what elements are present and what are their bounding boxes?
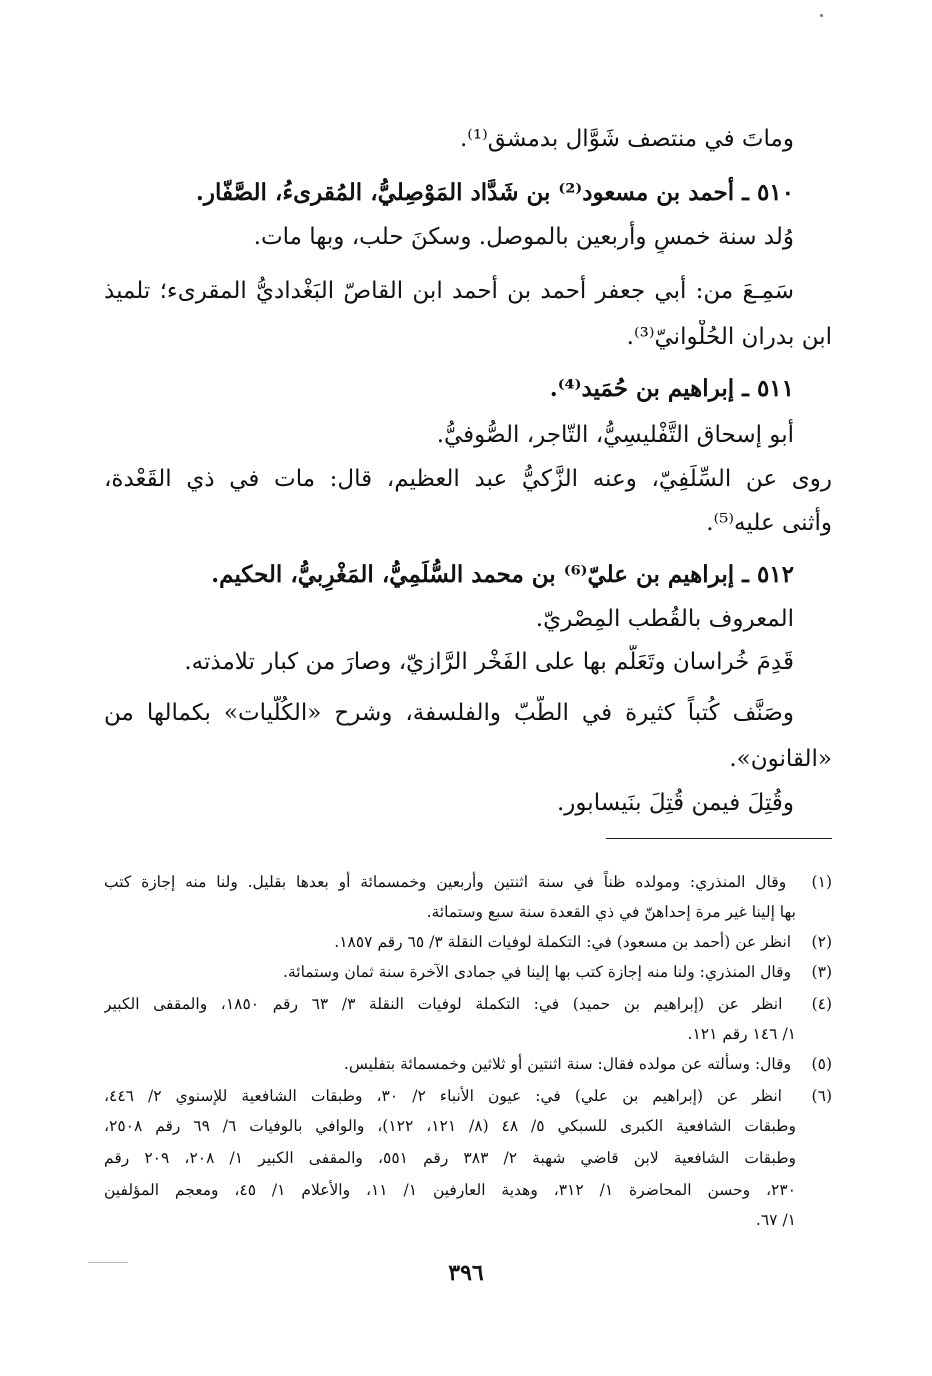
body-line: أبو إسحاق التَّفْليسِيُّ، التّاجر، الصُّوفيُّ. — [436, 422, 794, 448]
footnote-text: وقال المنذري: ومولده ظناً في سنة اثنتين وأربعين وخمسمائة أو بعدها بقليل. ولنا منه إجازة كتب — [104, 873, 787, 891]
footnote-6-cont: ٢٣٠، وحسن المحاضرة ١/ ٣١٢، وهدية العارفين ١/ ١١، والأعلام ١/ ٤٥، ومعجم المؤلفين — [104, 1181, 797, 1199]
footnote-text: وقال: وسألته عن مولده فقال: سنة اثنتين أو ثلاثين وخمسمائة بتفليس. — [343, 1055, 792, 1073]
entry-heading-510: ٥١٠ ـ أحمد بن مسعود⁽²⁾ بن شَدَّاد المَوْصِليُّ، المُقرىءُ، الصَّفّار. — [195, 179, 794, 206]
body-line: وقُتِلَ فيمن قُتِلَ بنَيسابور. — [557, 790, 794, 816]
footnote-5 — [104, 1052, 832, 1076]
body-line: «القانون». — [729, 746, 832, 772]
footnote-4-cont: ١/ ١٤٦ رقم ١٢١. — [687, 1025, 796, 1043]
footnote-3 — [104, 960, 832, 984]
footnote-number: (٦) — [811, 1087, 832, 1105]
footnote-2 — [104, 930, 832, 954]
footnote-text: انظر عن (أحمد بن مسعود) في: التكملة لوفيات النقلة ٣/ ٦٥ رقم ١٨٥٧. — [334, 933, 792, 951]
page-number: ٣٩٦ — [448, 1260, 484, 1286]
body-line: قَدِمَ خُراسان وتَعَلَّم بها على الفَخْر الرَّازيّ، وصارَ من كبار تلامذته. — [184, 649, 794, 675]
footnote-text: انظر عن (إبراهيم بن حميد) في: التكملة لوفيات النقلة ٣/ ٦٣ رقم ١٨٥٠، والمقفى الكبير — [104, 995, 783, 1013]
body-line: سَمِـعَ من: أبي جعفر أحمد بن أحمد ابن القاصّ البَغْداديُّ المقرىء؛ تلميذ — [104, 278, 794, 304]
body-line: ابن بدران الحُلْوانيّ⁽³⁾. — [626, 324, 832, 350]
footnote-text: انظر عن (إبراهيم بن علي) في: عيون الأنباء ٢/ ٣٠، وطبقات الشافعية للإسنوي ٢/ ٤٤٦، — [104, 1087, 782, 1105]
footnote-number: (٣) — [811, 963, 832, 981]
body-line: روى عن السِّلَفِيّ، وعنه الزَّكيُّ عبد العظيم، قال: مات في ذي القَعْدة، — [104, 466, 832, 492]
body-line: وماتَ في منتصف شَوَّال بدمشق⁽¹⁾. — [459, 126, 794, 152]
footnote-number: (٢) — [811, 933, 832, 951]
footnote-divider — [606, 838, 832, 839]
footnote-6-cont: وطبقات الشافعية لابن قاضي شهبة ٢/ ٣٨٣ رقم ٥٥١، والمقفى الكبير ١/ ٢٠٨، ٢٠٩ رقم — [104, 1149, 797, 1167]
scan-smudge — [88, 1262, 128, 1263]
footnote-1-cont: بها إلينا غير مرة إحداهنّ في ذي القعدة سنة سبع وستمائة. — [426, 903, 796, 921]
entry-heading-512: ٥١٢ ـ إبراهيم بن عليّ⁽⁶⁾ بن محمد السُّلَمِيُّ، المَغْرِبيُّ، الحكيم. — [211, 561, 794, 588]
body-line: وصَنَّف كُتباً كثيرة في الطّبّ والفلسفة، وشرح «الكُلّيات» بكمالها من — [104, 700, 794, 726]
footnote-1 — [104, 870, 832, 894]
footnote-6-cont: ١/ ٦٧. — [755, 1211, 796, 1229]
entry-heading-511: ٥١١ ـ إبراهيم بن حُمَيد⁽⁴⁾. — [549, 375, 794, 402]
footnote-4 — [104, 992, 832, 1016]
footnote-6-cont: وطبقات الشافعية الكبرى للسبكي ٥/ ٤٨ (٨/ ١٢١، ١٢٢)، والوافي بالوفيات ٦/ ٦٩ رقم ٢٥٠٨، — [104, 1117, 796, 1135]
footnote-number: (٥) — [811, 1055, 832, 1073]
footnote-text: وقال المنذري: ولنا منه إجازة كتب بها إلينا في جمادى الآخرة سنة ثمان وستمائة. — [283, 963, 792, 981]
body-line: وأثنى عليه⁽⁵⁾. — [706, 510, 832, 536]
body-line: وُلد سنة خمسٍ وأربعين بالموصل. وسكنَ حلب، وبها مات. — [253, 224, 794, 250]
footnote-number: (١) — [811, 873, 832, 891]
body-line: المعروف بالقُطب المِصْريّ. — [535, 606, 794, 632]
footnote-6 — [104, 1084, 832, 1108]
footnote-number: (٤) — [811, 995, 832, 1013]
scan-speck — [820, 14, 823, 17]
